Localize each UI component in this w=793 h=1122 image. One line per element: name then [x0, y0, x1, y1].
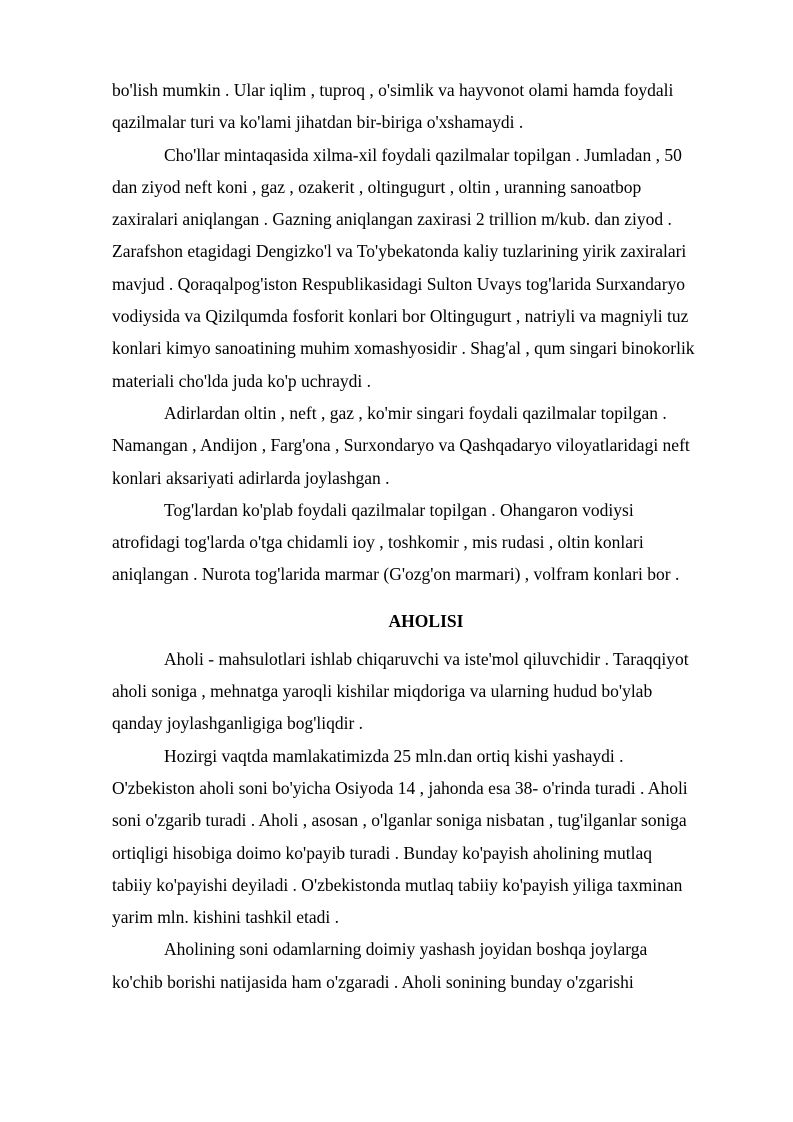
document-section — [112, 591, 740, 998]
text-line: Aholi - mahsulotlari ishlab chiqaruvchi va iste'mol qiluvchidir . Taraqqiyot — [164, 648, 689, 669]
text-line: Adirlardan oltin , neft , gaz , ko'mir singari foydali qazilmalar topilgan . — [164, 402, 667, 423]
text-line: Aholining soni odamlarning doimiy yashash joyidan boshqa joylarga — [164, 939, 648, 960]
text-line: ortiqligi hisobiga doimo ko'payib turadi . Bunday ko'payish aholining mutlaq — [112, 842, 653, 863]
text-line: O'zbekiston aholi soni bo'yicha Osiyoda 14 , jahonda esa 38- o'rinda turadi . Aholi — [112, 777, 688, 798]
text-line: qanday joylashganligiga bog'liqdir . — [112, 713, 364, 734]
section-heading: AHOLISI — [388, 610, 464, 631]
text-line: Zarafshon etagidagi Dengizko'l va To'ybekatonda kaliy tuzlarining yirik zaxiralari — [112, 241, 687, 262]
paragraph — [112, 494, 740, 591]
text-line: yarim mln. kishini tashkil etadi . — [112, 907, 339, 928]
text-line: qazilmalar turi va ko'lami jihatdan bir-biriga o'xshamaydi . — [112, 112, 524, 133]
paragraph — [112, 933, 740, 998]
text-line: zaxiralari aniqlangan . Gazning aniqlangan zaxirasi 2 trillion m/kub. dan ziyod . — [112, 209, 672, 230]
text-line: tabiiy ko'payishi deyiladi . O'zbekistonda mutlaq tabiiy ko'payish yiliga taxminan — [112, 874, 683, 895]
paragraph — [112, 643, 740, 740]
text-line: Cho'llar mintaqasida xilma-xil foydali qazilmalar topilgan . Jumladan , 50 — [164, 144, 682, 165]
text-line: konlari aksariyati adirlarda joylashgan . — [112, 467, 390, 488]
document-body — [112, 74, 740, 998]
text-line: vodiysida va Qizilqumda fosforit konlari bor Oltingugurt , natriyli va magniyli tuz — [112, 306, 689, 327]
paragraph — [112, 139, 740, 397]
text-line: Tog'lardan ko'plab foydali qazilmalar topilgan . Ohangaron vodiysi — [164, 499, 634, 520]
paragraph — [112, 397, 740, 494]
document-section — [112, 74, 740, 591]
paragraph — [112, 740, 740, 934]
text-line: dan ziyod neft koni , gaz , ozakerit , oltingugurt , oltin , uranning sanoatbop — [112, 176, 642, 197]
text-line: soni o'zgarib turadi . Aholi , asosan , o'lganlar soniga nisbatan , tug'ilganlar soniga — [112, 810, 687, 831]
text-line: Namangan , Andijon , Farg'ona , Surxondaryo va Qashqadaryo viloyatlaridagi neft — [112, 435, 690, 456]
text-line: materiali cho'lda juda ko'p uchraydi . — [112, 370, 371, 391]
text-line: Hozirgi vaqtda mamlakatimizda 25 mln.dan ortiq kishi yashaydi . — [164, 745, 624, 766]
text-line: ko'chib borishi natijasida ham o'zgaradi . Aholi sonining bunday o'zgarishi — [112, 971, 634, 992]
text-line: atrofidagi tog'larda o'tga chidamli ioy , toshkomir , mis rudasi , oltin konlari — [112, 532, 644, 553]
text-line: aholi soniga , mehnatga yaroqli kishilar miqdoriga va ularning hudud bo'ylab — [112, 681, 653, 702]
text-line: bo'lish mumkin . Ular iqlim , tuproq , o'simlik va hayvonot olami hamda foydali — [112, 80, 674, 100]
text-line: aniqlangan . Nurota tog'larida marmar (G'ozg'on marmari) , volfram konlari bor . — [112, 564, 680, 585]
paragraph — [112, 74, 740, 139]
text-line: mavjud . Qoraqalpog'iston Respublikasidagi Sulton Uvays tog'larida Surxandaryo — [112, 273, 686, 294]
text-line: konlari kimyo sanoatining muhim xomashyosidir . Shag'al , qum singari binokorlik — [112, 338, 695, 359]
